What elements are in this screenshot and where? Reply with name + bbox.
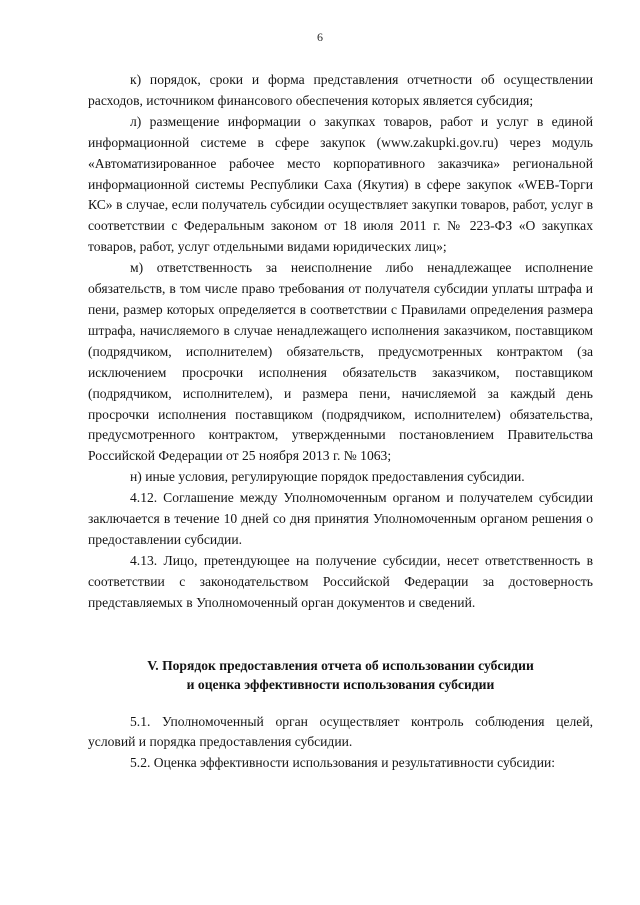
paragraph-5-1: 5.1. Уполномоченный орган осуществляет контроль соблюдения целей, условий и порядка предоставления субсидии. — [88, 713, 593, 750]
paragraph-l: л) размещение информации о закупках товаров, работ и услуг в единой информационной системе в сфере закупок (www.zakupki.gov.ru) через модуль «Автоматизированное рабочее место корпоративного заказчика» региональной информационной системы Республики Саха (Якутия) в сфере закупок «WEB-Торги КС» в случае, если получатель субсидии осуществляет закупки товаров, работ, услуг в соответствии с Федеральным законом от 18 июля 2011 г. № 223-ФЗ «О закупках товаров, работ, услуг отдельными видами юридических лиц»; — [88, 113, 593, 255]
section-heading-line-1: V. Порядок предоставления отчета об использовании субсидии — [147, 657, 534, 673]
paragraph-m: м) ответственность за неисполнение либо ненадлежащее исполнение обязательств, в том числе право требования от получателя субсидии уплаты штрафа и пени, размер которых определяется в соответствии с Правилами определения размера штрафа, начисляемого в случае ненадлежащего исполнения заказчиком, поставщиком (подрядчиком, исполнителем) обязательств, предусмотренных контрактом (за исключением просрочки исполнения обязательств заказчиком, поставщиком (подрядчиком, исполнителем), и размера пени, начисляемой за каждый день просрочки исполнения поставщиком (подрядчиком, исполнителем) обязательства, предусмотренного контрактом, утвержденными постановлением Правительства Российской Федерации от 25 ноября 2013 г. № 1063; — [88, 260, 593, 464]
paragraph-4-13: 4.13. Лицо, претендующее на получение субсидии, несет ответственность в соответствии с законодательством Российской Федерации за достоверность представляемых в Уполномоченный орган документов и сведений. — [88, 552, 593, 610]
paragraph-n: н) иные условия, регулирующие порядок предоставления субсидии. — [130, 469, 525, 485]
paragraph-4-12: 4.12. Соглашение между Уполномоченным органом и получателем субсидии заключается в течение 10 дней со дня принятия Уполномоченным органом решения о предоставлении субсидии. — [88, 490, 593, 547]
document-body — [88, 70, 593, 774]
heading-gap — [88, 694, 593, 712]
paragraph-k: к) порядок, сроки и форма представления отчетности об осуществлении расходов, источником финансового обеспечения которых является субсидия; — [88, 72, 593, 108]
section-gap — [88, 614, 593, 635]
paragraph-5-2: 5.2. Оценка эффективности использования и результативности субсидии: — [130, 755, 556, 771]
page-number: 6 — [317, 30, 323, 44]
section-heading-line-2: и оценка эффективности использования субсидии — [186, 676, 495, 692]
section-gap — [88, 635, 593, 656]
